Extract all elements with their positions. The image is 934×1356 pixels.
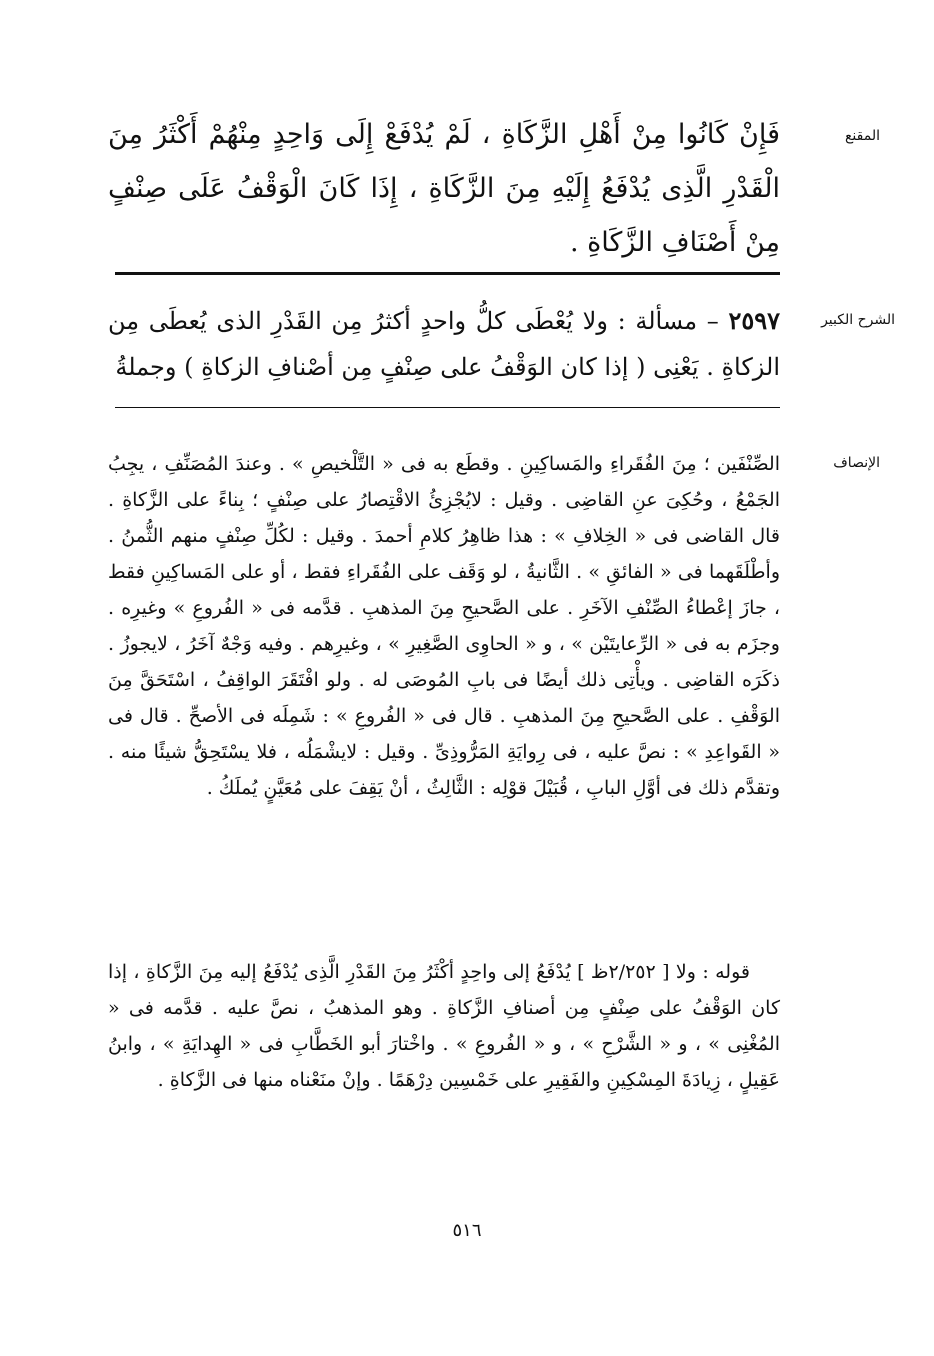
section-label-sharh: الشرح الكبير [821, 312, 895, 328]
insaf-text-1: الصِّنْفَين ؛ مِنَ الفُقَراءِ والمَساكِينِ . وقطَع به فى « التَّلْخيصِ » . وعندَ المُصَنِّفِ ، يجِبُ الجَمْعُ ، وحُكِىَ عنِ القاضِى . وقيل : لايُجْزِئُ الاقْتِصارُ على صِنْفٍ ؛ بِناءً على الزَّكاةِ . قال القاضى فى « الخِلافِ » : هذا ظاهِرُ كلامِ أحمدَ . وقيل : لكُلِّ صِنْفٍ منهم الثُّمنُ . وأطْلَقَهما فى « الفائقِ » . الثَّانيةُ ، لو وَقَف على الفُقَراءِ فقط ، أو على المَساكِينِ فقط ، جازَ إعْطاءُ الصِّنْفِ الآخَرِ . على الصَّحيحِ مِنَ المذهبِ . قدَّمه فى « الفُروعِ » وغيرِه . وجزَم به فى « الرِّعايتَيْن » ، و « الحاوِى الصَّغِيرِ » ، وغيرِهم . وفيه وَجْهٌ آخَرُ ، لايجوزُ . ذكَرَه القاضِى . ويأْتِى ذلك أيضًا فى بابِ المُوصَى له . ولو افْتَقَرَ الواقِفُ ، اسْتَحَقَّ مِنَ الوَقْفِ . على الصَّحيحِ مِنَ المذهبِ . قال فى « الفُروعِ » : شَمِلَه فى الأصحِّ . قال فى « القَواعِدِ » : نصَّ عليه ، فى رِوايَةِ المَرُّوذِىِّ . وقيل : لايشْمَلُه ، فلا يسْتَحِقُّ شيئًا منه . وتقدَّم ذلك فى أوَّلِ البابِ ، قُبَيْلَ قوْلِه : الثَّالِثُ ، أنْ يَقِفَ على مُعَيَّنٍ يُملَكُ . [108, 453, 780, 799]
insaf-text-2: قوله : ولا [ ٢/٢٥٢ظ ] يُدْفَعُ إلى واحِدٍ أكْثَرُ مِنَ القَدْرِ الَّذِى يُدْفَعُ إليه مِنَ الزَّكاةِ ، إذا كان الوَقْفُ على صِنْفٍ مِن أصنافِ الزَّكاةِ . وهو المذهبُ ، نصَّ عليه . قدَّمه فى « المُغْنِى » ، و « الشَّرْحِ » ، و « الفُروعِ » . واخْتارَ أبو الخَطَّابِ فى « الهِدايَةِ » ، وابنُ عَقِيلٍ ، زِيادَةَ المِسْكِينِ والفَقِيرِ على خَمْسِين دِرْهَمًا . وإنْ منَعْناه منها فى الزَّكاةِ . [108, 961, 780, 1091]
muqni-text-block [108, 108, 780, 270]
sharh-text-block [108, 298, 780, 390]
section-divider-thick [115, 272, 780, 275]
section-label-muqni: المقنع [844, 128, 880, 144]
page-number: ٥١٦ [452, 1220, 482, 1241]
insaf-paragraph-1 [108, 446, 780, 806]
section-label-insaf: الإنصاف [833, 455, 880, 471]
section-divider-thin [115, 407, 780, 408]
muqni-text: فَإِنْ كَانُوا مِنْ أَهْلِ الزَّكَاةِ ، لَمْ يُدْفَعْ إِلَى وَاحِدٍ مِنْهُمْ أَكْثَرُ مِنَ الْقَدْرِ الَّذِى يُدْفَعُ إِلَيْهِ مِنَ الزَّكَاةِ ، إِذَا كَانَ الْوَقْفُ عَلَى صِنْفٍ مِنْ أَصْنَافِ الزَّكَاةِ . [108, 119, 780, 258]
insaf-paragraph-2 [108, 954, 780, 1098]
sharh-issue-number: ٢٥٩٧ [728, 306, 780, 335]
sharh-text: – مسألة : ولا يُعْطَى كلُّ واحدٍ أكثرُ مِن القَدْرِ الذى يُعطَى مِن الزكاةِ . يَعْنِى ( إذا كان الوَقْفُ على صِنْفٍ مِن أصْنافِ الزكاةِ ) وجملةُ [108, 307, 780, 381]
